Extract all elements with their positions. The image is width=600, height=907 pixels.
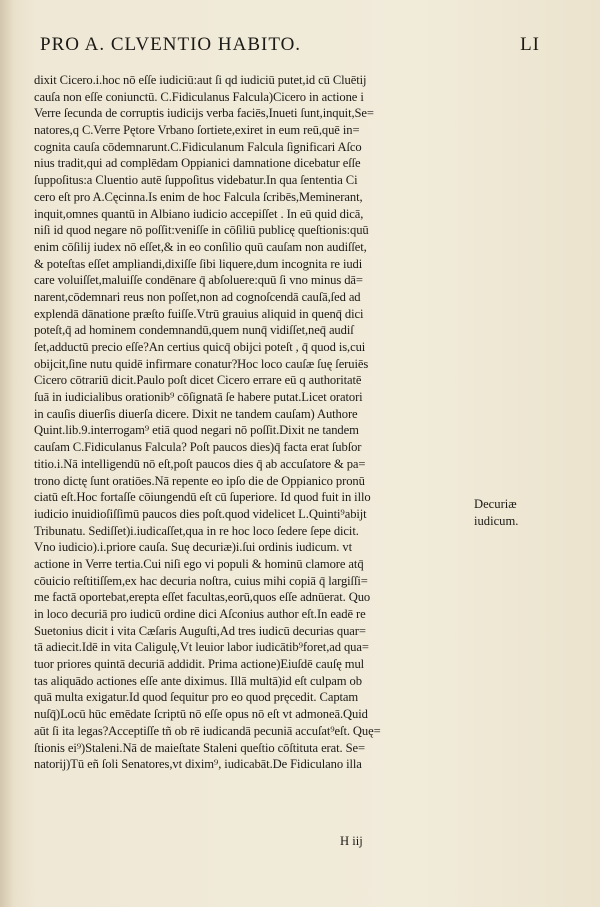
text-line: tuor priores quintā decuriā addidit. Prima actione)Eiuſdē cauſę mul	[34, 657, 365, 672]
text-line: narent,cōdemnari reus non poſſet,non ad cognoſcendā cauſā,ſed ad	[34, 289, 361, 304]
marginal-note-line: iudicum.	[474, 513, 519, 528]
marginal-note-line: Decuriæ	[474, 497, 517, 511]
page-header	[40, 34, 540, 58]
text-line: iudicio inuidioſiſſimū paucos dies poſt.quod videlicet L.Quinti⁹abijt	[34, 506, 367, 521]
text-line: titio.i.Nā intelligendū nō eſt,poſt paucos dies q̄ ab accuſatore & pa=	[34, 456, 366, 471]
text-line: Cicero cōtrariū dicit.Paulo poſt dicet Cicero errare eū q authoritatē	[34, 373, 362, 388]
text-line: explendā dānatione præſto fuiſſe.Vtrū grauius aliquid in quenq̄ dici	[34, 306, 364, 321]
text-line: ciatū eſt.Hoc fortaſſe cōiungendū eſt cū ſuperiore. Id quod fuit in illo	[34, 490, 371, 505]
text-line: nius tradit,qui ad complēdam Oppianici damnatione dicebatur eſſe	[34, 156, 361, 171]
text-line: ſet,adductū precio eſſe?An certius quicq̄ obijci poteſt , q̄ quod is,cui	[34, 340, 366, 354]
text-line: Suetonius dicit i vita Cæſaris Auguſti,Ad tres iudicū decurias quar=	[34, 623, 366, 638]
text-line: aūt ſi ita legas?Acceptiſſe tñ ob rē iudicandā pecuniā accuſat⁹eſt. Quę=	[34, 723, 381, 738]
text-line: cauſam C.Fidiculanus Falcula? Poſt paucos dies)q̄ facta erat ſubſor	[34, 440, 362, 455]
text-line: Quint.lib.9.interrogam⁹ etiā quod negari nō poſſit.Dixit ne tandem	[34, 423, 359, 438]
text-line: in loco decuriā pro iudicū ordine dici Aſconius author eſt.In eadē re	[34, 607, 366, 621]
folio-number: LI	[520, 34, 540, 55]
text-line: trono dictę ſunt oratiōes.Nā repente eo ipſo die de Oppianico pronū	[34, 473, 365, 488]
text-line: cero eſt pro A.Cęcinna.Is enim de hoc Falcula ſcribēs,Meminerant,	[34, 189, 363, 204]
text-line: tas aliquādo actiones eſſe ante diximus. Illā multā)id eſt culpam ob	[34, 673, 362, 688]
text-line: Vno iudicio).i.priore cauſa. Suę decuriæ)i.ſui ordinis iudicum. vt	[34, 540, 352, 555]
text-line: quā multa exigatur.Id quod ſequitur pro eo quod pręcedit. Captam	[34, 690, 359, 705]
text-line: obijcit,ſine nutu quidē infirmare conatur?Hoc loco cauſæ ſuę ſeruiēs	[34, 356, 369, 371]
text-line: niſi id quod negare nō poſſit:veniſſe in cōſiliū publicę queſtionis:quū	[34, 223, 369, 238]
marginal-note	[474, 496, 554, 529]
text-line: cognita cauſa cōdemnarunt.C.Fidiculanum Falcula ſignificari Aſco	[34, 139, 362, 154]
text-line: me factā oportebat,erepta eſſet facultas,eorū,quos eſſe adnūerat. Quo	[34, 590, 371, 605]
text-line: & poteſtas eſſet ampliandi,dixiſſe ſibi liquere,dum incognita re iudi	[34, 256, 363, 271]
text-line: Verre ſecunda de corruptis iudicijs verba faciēs,Inueti ſunt,inquit,Se=	[34, 106, 374, 121]
text-line: actione in Verre tertia.Cui niſi ego vi populi & hominū clamore atq̄	[34, 556, 364, 571]
text-line: inquit,omnes quantū in Albiano iudicio accepiſſet . In eū quid dicā,	[34, 206, 364, 221]
text-line: dixit Cicero.i.hoc nō eſſe iudiciū:aut ſi qd iudiciū putet,id cū Cluētij	[34, 73, 367, 87]
text-line: nuſq̄)Locū hūc emēdate ſcriptū nō eſſe opus nō eſt vt admoneā.Quid	[34, 707, 368, 722]
text-line: tā adiecit.Idē in vita Caligulę,Vt leuior labor iudicātib⁹foret,ad qua=	[34, 640, 369, 655]
text-line: Tribunatu. Sediſſet)i.iudicaſſet,qua in re hoc loco ſedere ſepe dicit.	[34, 523, 359, 538]
text-line: cōuicio reſtitiſſem,ex hac decuria noſtra, cuius mihi copiā q̄ largiſſi=	[34, 573, 368, 588]
running-title: PRO A. CLVENTIO HABITO.	[40, 34, 302, 55]
text-line: ſuā in iudicialibus orationib⁹ cōſignatā ſe habere putat.Licet oratori	[34, 390, 363, 405]
text-line: poteſt,q̄ ad hominem condemnandū,quem nunq̄ vidiſſet,neq̄ audiſ	[34, 323, 354, 338]
text-line: ſtionis ei⁹)Staleni.Nā de maieſtate Staleni queſtio cōſtituta erat. Se=	[34, 740, 366, 755]
text-line: care voluiſſet,maluiſſe condēnare q̄ abſoluere:quū ſi vno minus dā=	[34, 273, 363, 288]
text-line: natores,q C.Verre Pętore Vrbano ſortiete,exiret in eum reū,quē in=	[34, 123, 360, 138]
text-line: in cauſis diuerſis diuerſa dicere. Dixit ne tandem cauſam) Authore	[34, 406, 358, 421]
text-line: natorij)Tū eñ ſoli Senatores,vt dixim⁹, iudicabāt.De Fidiculano illa	[34, 757, 362, 772]
text-line: ſuppoſitus:a Cluentio autē ſuppoſitus videbatur.In qua ſententia Ci	[34, 173, 358, 188]
text-line: enim cōſilij iudex nō eſſet,& in eo conſilio quū cauſam non audiſſet,	[34, 239, 367, 254]
commentary-text	[34, 72, 470, 773]
signature-mark: H iij	[340, 834, 363, 848]
text-line: cauſa non eſſe coniunctū. C.Fidiculanus Falcula)Cicero in actione i	[34, 89, 364, 104]
